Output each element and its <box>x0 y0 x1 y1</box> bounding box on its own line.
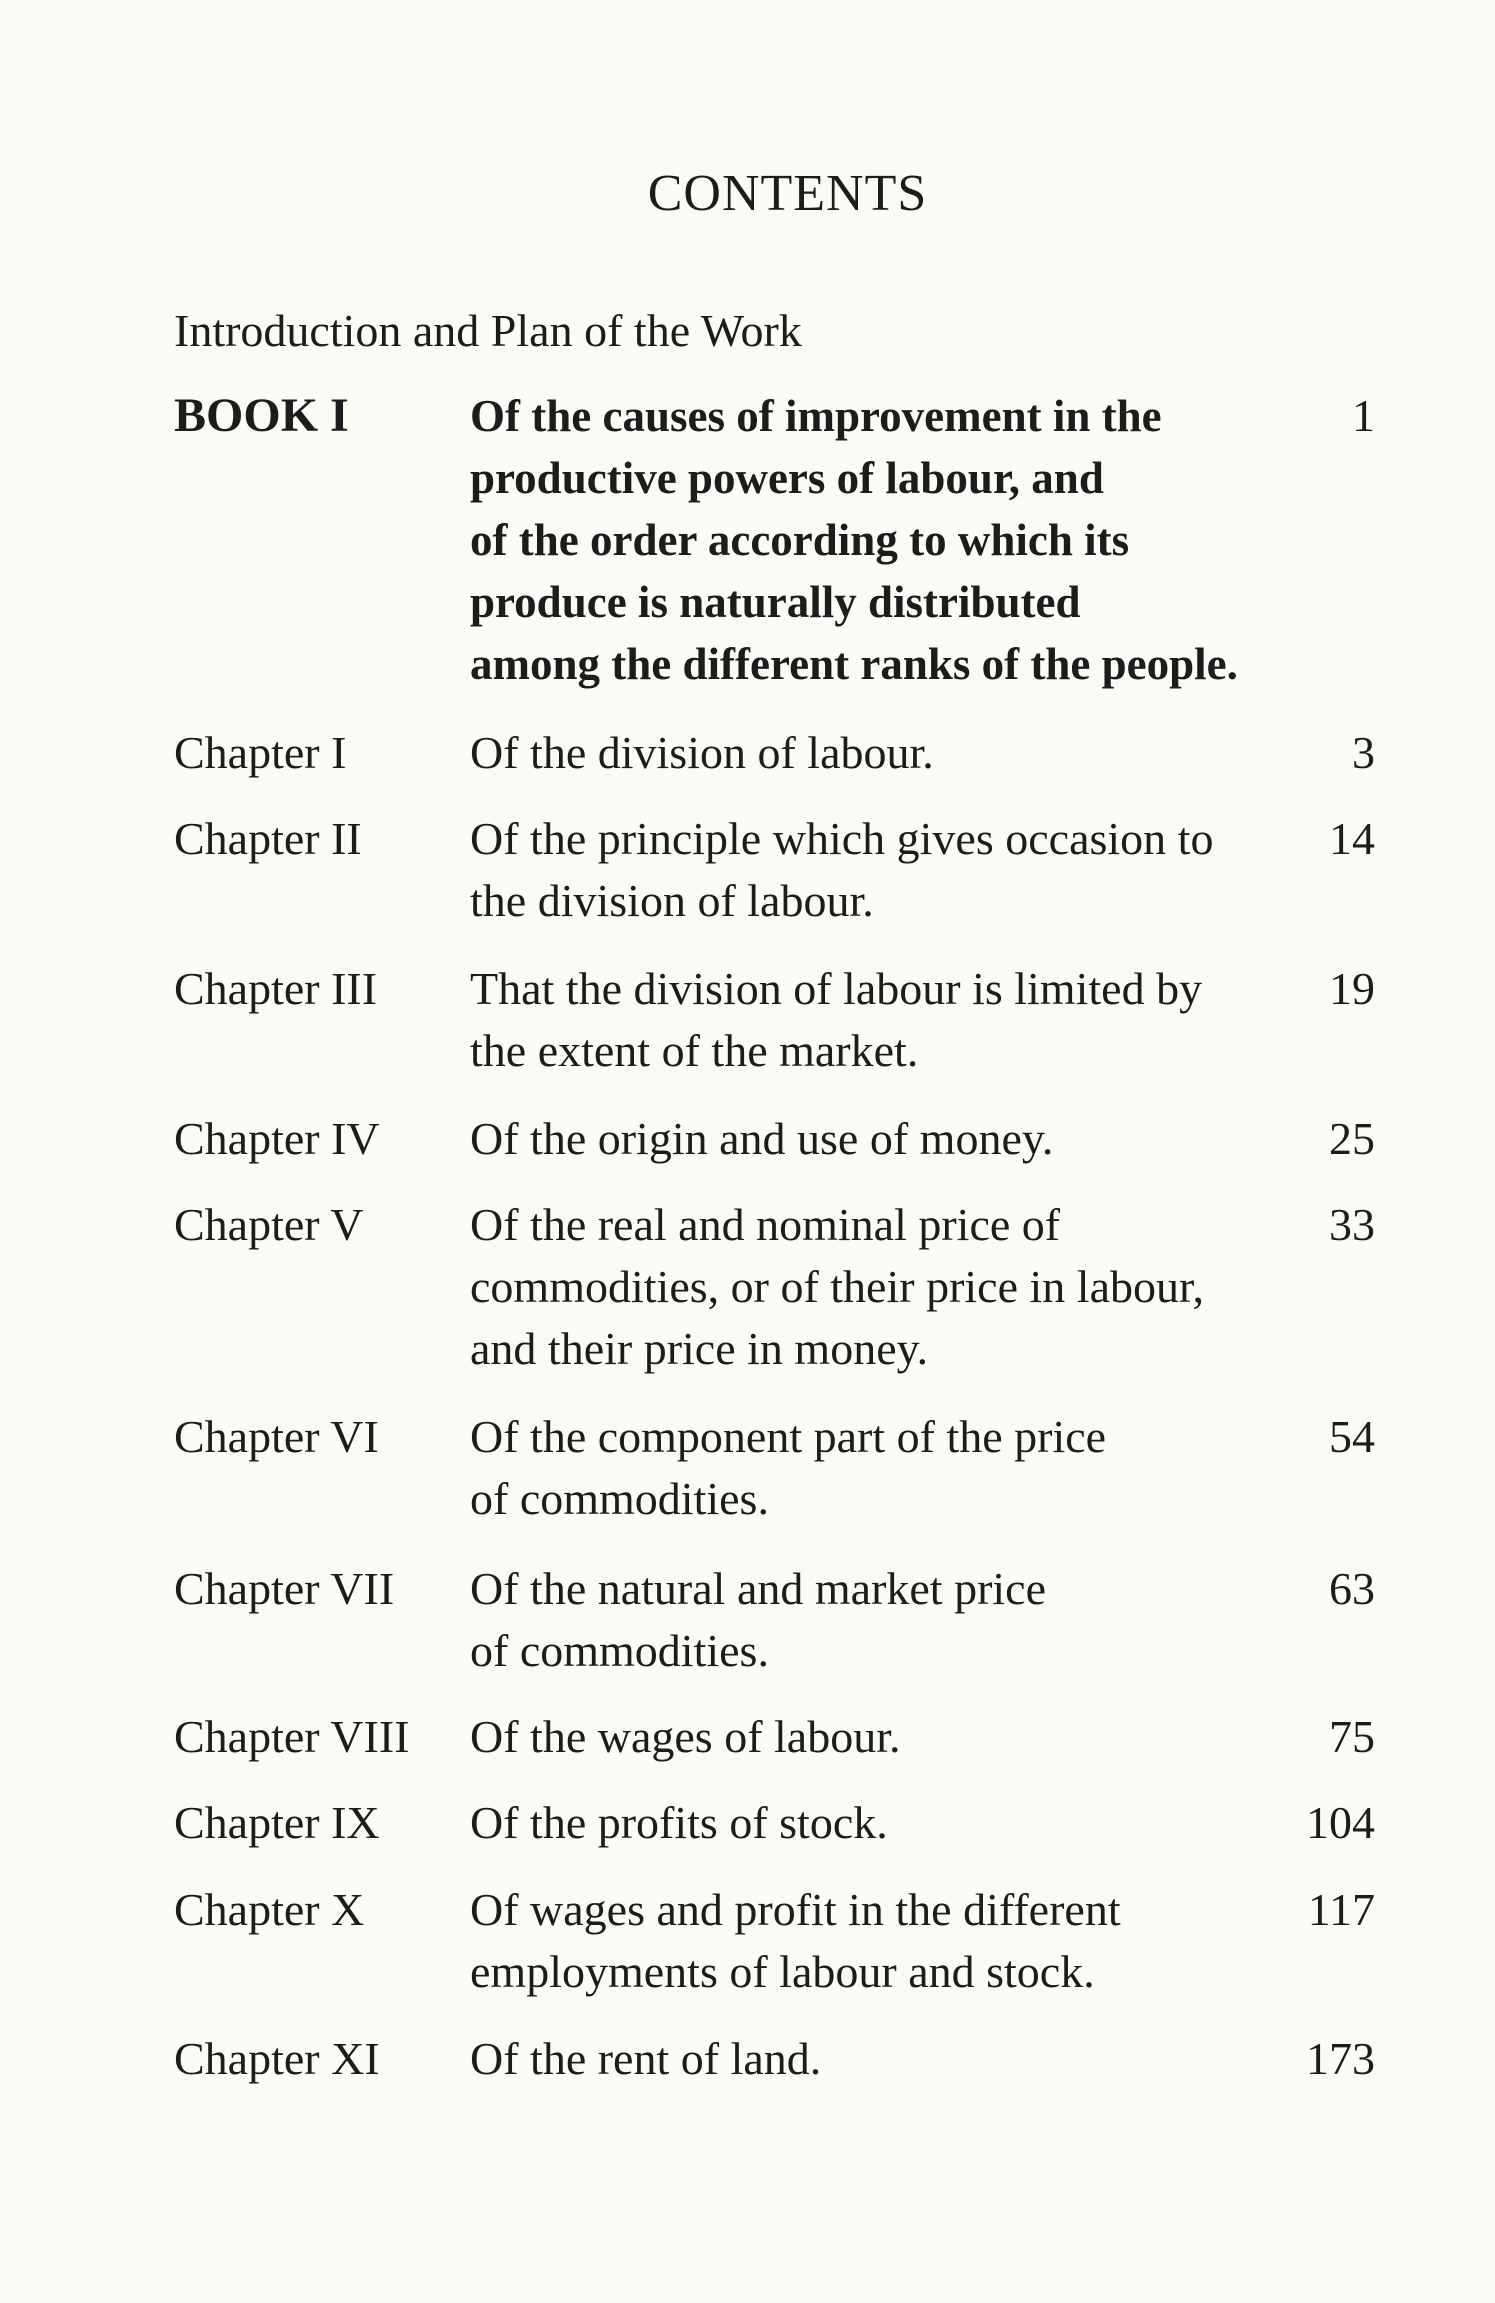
entry-description-line: employments of labour and stock. <box>470 1946 1095 1997</box>
entry-page-number: 75 <box>1329 1711 1375 1762</box>
intro-entry: Introduction and Plan of the Work <box>174 305 802 356</box>
entry-description <box>470 1406 1300 1530</box>
entry-description <box>470 385 1300 695</box>
entry-page-number: 14 <box>1329 813 1375 864</box>
entry-description-line: Of the profits of stock. <box>470 1797 888 1848</box>
entry-description-line: commodities, or of their price in labour, <box>470 1261 1204 1312</box>
entry-description-line: of commodities. <box>470 1625 769 1676</box>
entry-description-line: Of the real and nominal price of <box>470 1199 1061 1250</box>
entry-page-number: 63 <box>1329 1563 1375 1614</box>
entry-description <box>470 722 1300 784</box>
entry-description-line: Of the natural and market price <box>470 1563 1047 1614</box>
entry-description-line: Of the causes of improvement in the <box>470 391 1162 441</box>
entry-description-line: Of the principle which gives occasion to <box>470 813 1214 864</box>
entry-page-number: 104 <box>1306 1797 1375 1848</box>
entry-label: Chapter I <box>174 727 347 778</box>
entry-description <box>470 1108 1300 1170</box>
entry-label: Chapter IV <box>174 1113 380 1164</box>
entry-description-line: among the different ranks of the people. <box>470 639 1238 689</box>
entry-description <box>470 2028 1300 2090</box>
entry-page-number: 173 <box>1306 2033 1375 2084</box>
entry-page-number: 117 <box>1307 1884 1375 1935</box>
entry-page-number: 33 <box>1329 1199 1375 1250</box>
entry-page-number: 19 <box>1329 963 1375 1014</box>
entry-description-line: the division of labour. <box>470 875 874 926</box>
entry-description-line: of commodities. <box>470 1473 769 1524</box>
entry-description-line: and their price in money. <box>470 1323 929 1374</box>
entry-description-line: produce is naturally distributed <box>470 577 1081 627</box>
entry-label: Chapter V <box>174 1199 364 1250</box>
entry-description-line: of the order according to which its <box>470 515 1130 565</box>
entry-page-number: 54 <box>1329 1411 1375 1462</box>
entry-description-line: Of wages and profit in the different <box>470 1884 1121 1935</box>
entry-description-line: Of the component part of the price <box>470 1411 1107 1462</box>
entry-label: Chapter III <box>174 963 378 1014</box>
entry-page-number: 3 <box>1352 727 1375 778</box>
entry-description <box>470 1558 1300 1682</box>
entry-label: Chapter X <box>174 1884 365 1935</box>
entry-label: BOOK I <box>174 389 349 442</box>
page-title: CONTENTS <box>647 165 928 222</box>
entry-label: Chapter VIII <box>174 1711 410 1762</box>
entry-label: Chapter XI <box>174 2033 380 2084</box>
entry-label: Chapter IX <box>174 1797 380 1848</box>
entry-description <box>470 808 1300 932</box>
entry-description <box>470 1792 1300 1854</box>
entry-description-line: the extent of the market. <box>470 1025 919 1076</box>
entry-description <box>470 1194 1300 1380</box>
entry-label: Chapter VII <box>174 1563 395 1614</box>
entry-description <box>470 1879 1300 2003</box>
entry-description-line: Of the rent of land. <box>470 2033 822 2084</box>
entry-page-number: 25 <box>1329 1113 1375 1164</box>
entry-description-line: productive powers of labour, and <box>470 453 1104 503</box>
entry-description-line: Of the wages of labour. <box>470 1711 901 1762</box>
entry-label: Chapter II <box>174 813 362 864</box>
entry-label: Chapter VI <box>174 1411 379 1462</box>
entry-description-line: That the division of labour is limited by <box>470 963 1203 1014</box>
entry-description <box>470 1706 1300 1768</box>
entry-page-number: 1 <box>1352 390 1375 441</box>
entry-description-line: Of the origin and use of money. <box>470 1113 1054 1164</box>
entry-description-line: Of the division of labour. <box>470 727 934 778</box>
entry-description <box>470 958 1300 1082</box>
